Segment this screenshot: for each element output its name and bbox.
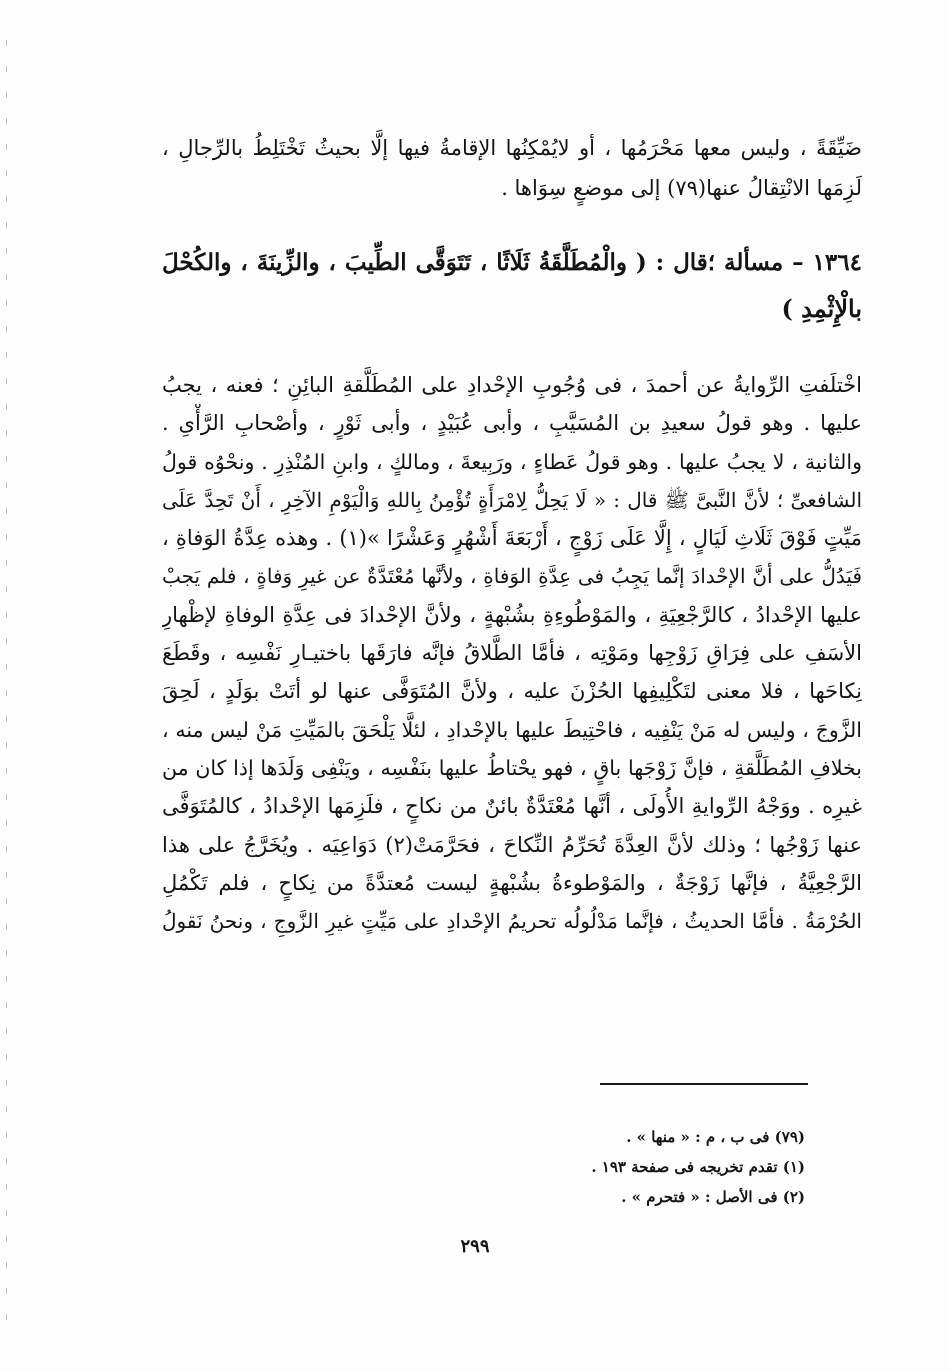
page-number: ٢٩٩ [460,1236,490,1257]
text-line: فَيَدُلُّ على أنَّ الإحْدادَ إنَّما يَجِبُ فى عِدَّةِ الوَفاةِ ، ولأنَّها مُعْتَدَّةٌ عن غيرِ وَفاةٍ ، فلم يَجبْ [162,564,862,589]
text-line: نِكاحَها ، فلا معنى لتَكْلِيفِها الحُزْنَ عليه ، ولأنَّ المُتَوَفَّى عنها لو أتَتْ بوَلَدٍ ، لَحِقَ [162,679,862,704]
text-line: الأسَفِ على فِرَاقِ زَوْجِها ومَوْتِه ، فأمَّا الطَّلاقُ فإنَّه فارَقَها باختيـارِ نَفْسِه ، وقَطَعَ [162,641,862,666]
text-line: عنها زَوْجُها ؛ وذلك لأنَّ العِدَّةَ تُحَرِّمُ النِّكاحَ ، فحَرَّمَتْ(٢) دَوَاعِيَه . ويُخَرَّجُ على هذا [162,832,862,857]
text-line: والثانية ، لا يجبُ عليها . وهو قولُ عَطاءٍ ، ورَبِيعةَ ، ومالكٍ ، وابنِ المُنْذِرِ . ونحْوُه قولُ [162,449,862,474]
text-line: الزَّوجَ ، وليس له مَنْ يَنْفِيه ، فاحْتِيطَ عليها بالإحْدادِ ، لئلَّا يَلْحَقَ بالمَيِّتِ مَنْ ليس منه ، [162,717,862,742]
intro-paragraph [162,128,862,208]
heading-line: ١٣٦٤ – مسألة ؛قال : ( والْمُطَلَّقَةُ ثَلَاثًا ، تَتَوَقَّى الطِّيبَ ، والزِّينَةَ ، والكُحْلَ [162,249,862,276]
text-line: عليها الإحْدادُ ، كالرَّجْعِيَةِ ، والمَوْطُوءِةِ بشُبْهةٍ ، ولأنَّ الإحْدادَ فى عِدَّةِ الوفاةِ لإظْهارِ [162,602,862,627]
text-line: الشافعىِّ ؛ لأنَّ النَّبىَّ ﷺ قال : « لَا يَحِلُّ لِامْرَأَةٍ تُؤْمِنُ بِاللهِ وَالْيَوْمِ الآخِرِ ، أَنْ تَحِدَّ عَلَى [162,487,862,512]
text-line: عليها . وهو قولُ سعيدِ بن المُسَيَّبِ ، وأبى عُبَيْدٍ ، وأبى ثَوْرٍ ، وأصْحابِ الرَّأْىِ . [162,411,862,436]
text-line: غيرِه . ووَجْهُ الرِّوايةِ الأُولَى ، أنَّها مُعْتَدَّةٌ بائنٌ من نكاحٍ ، فلَزِمَها الإحْدادُ ، كالمُتَوَفَّى [162,794,862,819]
issue-heading [162,240,862,332]
text-line: ضَيِّقَةً ، وليس معها مَحْرَمُها ، أو لايُمْكِنُها الإقامةُ فيها إلَّا بحيثُ تَخْتَلِطُ بالرِّجالِ ، [162,136,862,160]
footnote: (١) تقدم تخريجه فى صفحة ١٩٣ . [591,1158,805,1176]
text-line: لَزِمَها الانْتِقالُ عنها(٧٩) إلى موضعٍ سِوَاها . [501,176,862,200]
body-paragraph [162,366,862,940]
heading-line: بالْإِثْمِدِ ) [781,294,862,323]
text-line: اخْتلَفتِ الرِّوايةُ عن أحمدَ ، فى وُجُوبِ الإحْدادِ على المُطَلَّقةِ البائِنِ ؛ فعنه ، يجبُ [162,373,862,397]
text-line: الرَّجْعِيَّةُ ، فإنَّها زَوْجَةٌ ، والمَوْطوءةُ بشُبْهةٍ ليست مُعتدَّةً من نِكاحٍ ، فلم تَكْمُلِ [162,870,862,895]
text-line: مَيِّتٍ فَوْقَ ثَلَاثِ لَيَالٍ ، إِلَّا عَلَى زَوْجٍ ، أَرْبَعَةَ أَشْهُرٍ وَعَشْرًا »(١) . وهذه عِدَّةُ الوَفاةِ ، [162,526,862,551]
footnote-separator [600,1083,808,1085]
text-line: بخلافِ المُطَلَّقةِ ، فإنَّ زَوْجَها باقٍ ، فهو يحْتاطُ عليها بنَفْسِه ، ويَنْفِى وَلَدَها إذا كان من [162,755,862,780]
text-line: الحُرْمَةُ . فأمَّا الحديثُ ، فإنَّما مَدْلُولُه تحريمُ الإحْدادِ على مَيِّتٍ غيرِ الزَّوجِ ، ونحنُ نَقولُ [162,909,862,934]
footnotes [305,1122,805,1212]
footnote: (٧٩) فى ب ، م : « منها » . [626,1128,805,1146]
scan-edge-marks [6,40,7,1330]
footnote: (٢) فى الأصل : « فتحرم » . [621,1188,805,1206]
